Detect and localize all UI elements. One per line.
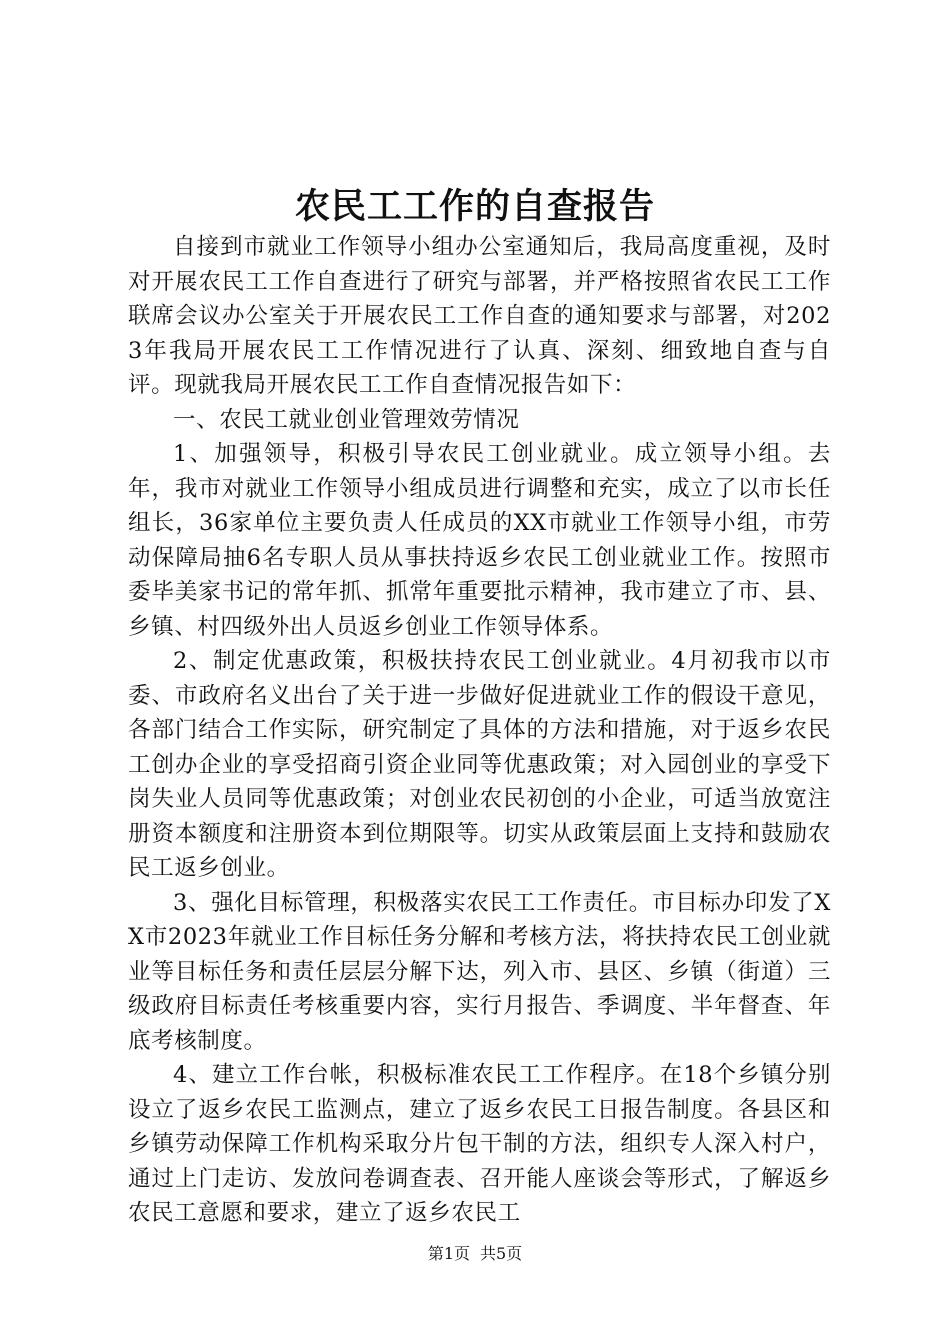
page-number: 第1页 xyxy=(427,1244,470,1263)
paragraph-item-1: 1、加强领导，积极引导农民工创业就业。成立领导小组。去年，我市对就业工作领导小组成员进行调整和充实，成立了以市长任组长，36家单位主要负责人任成员的XX市就业工作领导小组，市劳动保障局抽6名专职人员从事扶持返乡农民工创业就业工作。按照市委毕美家书记的常年抓、抓常年重要批示精神，我市建立了市、县、乡镇、村四级外出人员返乡创业工作领导体系。 xyxy=(128,441,831,640)
page-total: 共5页 xyxy=(480,1244,523,1263)
paragraph-intro: 自接到市就业工作领导小组办公室通知后，我局高度重视，及时对开展农民工工作自查进行了研究与部署，并严格按照省农民工工作联席会议办公室关于开展农民工工作自查的通知要求与部署，对2023年我局开展农民工工作情况进行了认真、深刻、细致地自查与自评。现就我局开展农民工工作自查情况报告如下： xyxy=(128,234,831,398)
document-title: 农民工工作的自查报告 xyxy=(294,186,655,227)
paragraph-item-3: 3、强化目标管理，积极落实农民工工作责任。市目标办印发了XX市2023年就业工作目标任务分解和考核方法，将扶持农民工创业就业等目标任务和责任层层分解下达，列入市、县区、乡镇（街道）三级政府目标责任考核重要内容，实行月报告、季调度、半年督查、年底考核制度。 xyxy=(128,889,831,1054)
paragraph-item-4: 4、建立工作台帐，积极标准农民工工作程序。在18个乡镇分别设立了返乡农民工监测点，建立了返乡农民工日报告制度。各县区和乡镇劳动保障工作机构采取分片包干制的方法，组织专人深入村户，通过上门走访、发放问卷调查表、召开能人座谈会等形式，了解返乡农民工意愿和要求，建立了返乡农民工 xyxy=(128,1062,831,1226)
paragraph-item-2: 2、制定优惠政策，积极扶持农民工创业就业。4月初我市以市委、市政府名义出台了关于进一步做好促进就业工作的假设干意见，各部门结合工作实际，研究制定了具体的方法和措施，对于返乡农民工创办企业的享受招商引资企业同等优惠政策；对入园创业的享受下岗失业人员同等优惠政策；对创业农民初创的小企业，可适当放宽注册资本额度和注册资本到位期限等。切实从政策层面上支持和鼓励农民工返乡创业。 xyxy=(128,648,831,881)
document-body xyxy=(128,230,831,1231)
page-footer xyxy=(0,1244,950,1264)
section-heading: 一、农民工就业创业管理效劳情况 xyxy=(173,406,520,433)
